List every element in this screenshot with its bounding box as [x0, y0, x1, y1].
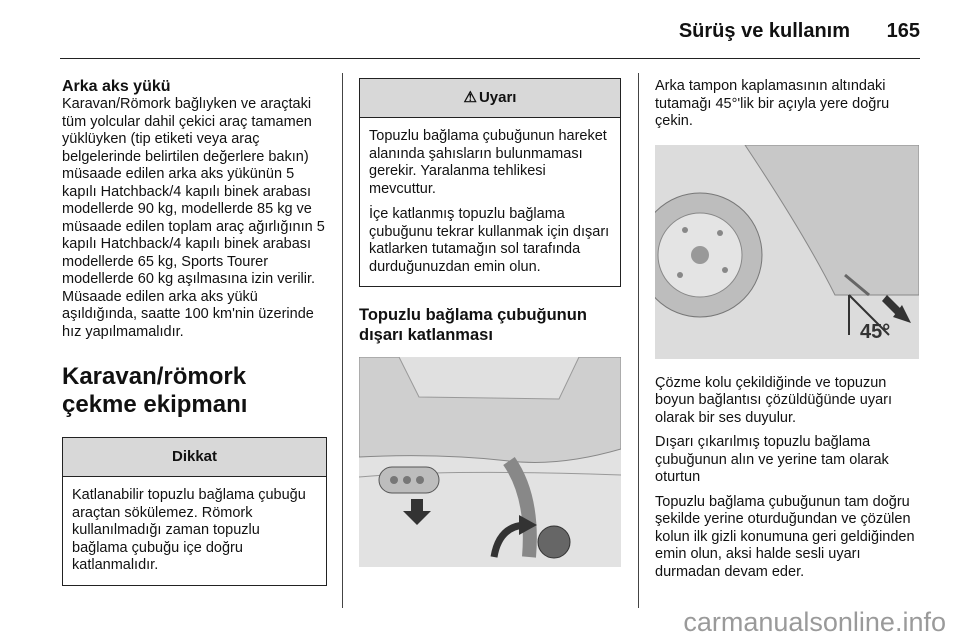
warning-sound-text: Çözme kolu çekildiğinde ve topuzun boyun bağlantısı çözüldüğünde uyarı olarak bir ses duyulur.: [655, 374, 893, 426]
warning-triangle-icon: ⚠: [463, 89, 477, 106]
handle-angle-drawing: [655, 145, 919, 359]
warning-box: [359, 78, 621, 287]
towing-equipment-heading: Karavan/römork çekme ekipmanı: [62, 363, 248, 418]
check-seated-text: Topuzlu bağlama çubuğunun tam doğru şekilde yerine oturduğundan ve çözülen kolun ilk gizli konumuna geri geldiğinden emin olun, aksi halde sesli uyarı durmadan devam eder.: [655, 493, 915, 580]
unfold-heading: Topuzlu bağlama çubuğunun dışarı katlanması: [359, 306, 587, 344]
column-middle: [359, 78, 621, 567]
angle-label: 45°: [860, 320, 891, 343]
caution-box: [62, 437, 327, 586]
warning-header: [360, 79, 620, 118]
handle-angle-illustration: [655, 145, 919, 359]
page-number: 165: [886, 20, 920, 42]
chapter-title: Sürüş ve kullanım: [678, 20, 850, 42]
warning-text-2: İçe katlanmış topuzlu bağlama çubuğunu tekrar kullanmak için dışarı katlarken tutamağın sol tarafında durduğunuzdan emin olun.: [369, 206, 610, 275]
tow-bar-handle-illustration: [359, 357, 621, 567]
tow-bar-handle-drawing: [359, 357, 621, 567]
page-header: [60, 0, 920, 58]
pull-handle-text: Arka tampon kaplamasının altındaki tutamağı 45°'lik bir açıyla yere doğru çekin.: [655, 78, 890, 129]
column-divider-right: [638, 73, 639, 608]
watermark: carmanualsonline.info: [683, 607, 946, 637]
caution-text: Katlanabilir topuzlu bağlama çubuğu araçtan sökülemez. Römork kullanılmadığı zaman topuzlu bağlama çubuğu içe doğru katlanmalıdır.: [72, 487, 306, 573]
header-divider: [60, 58, 920, 59]
warning-text-1: Topuzlu bağlama çubuğunun hareket alanında şahısların bulunmaması gerekir. Yaralanma tehlikesi mevcuttur.: [369, 128, 607, 197]
rear-axle-heading: Arka aks yükü: [62, 78, 171, 95]
seat-tow-bar-text: Dışarı çıkarılmış topuzlu bağlama çubuğunun alın ve yerine tam olarak oturtun: [655, 434, 889, 485]
column-left: [62, 78, 327, 586]
column-divider-left: [342, 73, 343, 608]
rear-axle-text: Karavan/Römork bağlıyken ve araçtaki tüm yolcular dahil çekici araç tamamen yüklüyken (tip etiketi veya araç belgelerinde belirtilen değerlere bakın) müsaade edilen arka aks yükünün 5 kapılı Hatchback/4 kapılı binek arabası modellerde 90 kg, modellerde 85 kg ve müsaade edilen toplam araç ağırlığının 5 kapılı Hatchback/4 kapılı binek arabası modellerde 65 kg, Sports Tourer modellerde 60 kg aşılmasına izin verilir. Müsaade edilen arka aks yükü aşıldığında, saatte 100 km'nin üzerinde hız yapılmamalıdır.: [62, 96, 325, 340]
column-right: [655, 78, 923, 581]
warning-title: Uyarı: [478, 89, 517, 106]
caution-title: Dikkat: [63, 438, 326, 477]
